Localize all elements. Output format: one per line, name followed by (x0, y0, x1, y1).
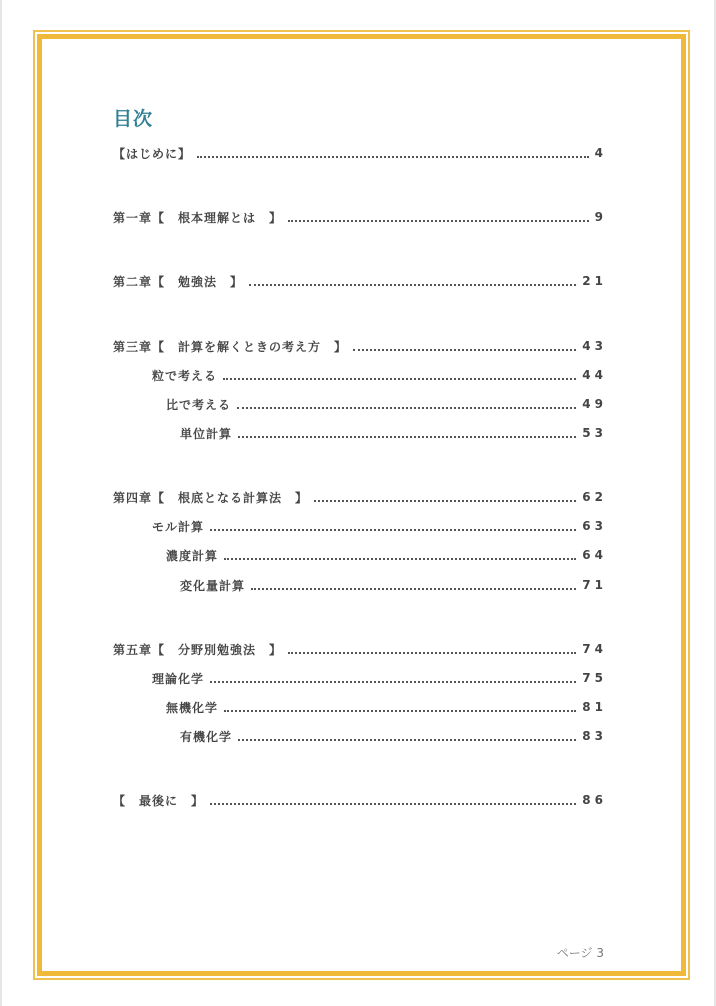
toc-entry-label: 比で考える (166, 397, 232, 412)
toc-dot-leader (314, 497, 576, 502)
toc-entry-page: 53 (582, 426, 607, 440)
toc-entry-page: 64 (582, 548, 607, 562)
toc-entry-label: モル計算 (152, 519, 205, 534)
toc-dot-leader (210, 800, 576, 805)
toc-title: 目次 (113, 108, 154, 130)
toc-entry-page: 49 (582, 397, 607, 411)
toc-entry-page: 74 (582, 642, 607, 656)
toc-entry-label: 第二章【 勉強法 】 (113, 274, 244, 289)
toc-entry-label: 第四章【 根底となる計算法 】 (113, 490, 309, 505)
toc-entry-label: 【はじめに】 (113, 146, 192, 161)
toc-entry-page: 81 (582, 700, 607, 714)
toc-entry-label: 第三章【 計算を解くときの考え方 】 (113, 339, 348, 354)
toc-dot-leader (224, 707, 576, 712)
toc-entry-label: 【 最後に 】 (113, 793, 205, 808)
toc-dot-leader (251, 585, 576, 590)
toc-entry-label: 第一章【 根本理解とは 】 (113, 210, 283, 225)
toc-entry-section[interactable] (180, 726, 607, 746)
toc-entry-label: 有機化学 (180, 729, 233, 744)
toc-dot-leader (238, 433, 576, 438)
toc-entry-page: 62 (582, 490, 607, 504)
toc-entry-label: 粒で考える (152, 368, 218, 383)
toc-entry-section[interactable] (180, 575, 607, 595)
toc-entry-label: 理論化学 (152, 671, 205, 686)
toc-dot-leader (238, 736, 576, 741)
toc-dot-leader (210, 678, 576, 683)
toc-entry-page: 75 (582, 671, 607, 685)
toc-entry-chapter-4[interactable] (113, 487, 607, 507)
toc-dot-leader (210, 526, 576, 531)
toc-dot-leader (249, 281, 576, 286)
toc-entry-chapter-3[interactable] (113, 336, 607, 356)
toc-entry-page: 21 (582, 274, 607, 288)
toc-entry-chapter-5[interactable] (113, 639, 607, 659)
toc-entry-section[interactable] (166, 394, 607, 414)
toc-dot-leader (197, 153, 589, 158)
toc-entry-page: 44 (582, 368, 607, 382)
toc-entry-label: 濃度計算 (166, 548, 219, 563)
toc-entry-page: 43 (582, 339, 607, 353)
toc-entry-section[interactable] (152, 516, 607, 536)
toc-entry-page: 86 (582, 793, 607, 807)
toc-entry-section[interactable] (166, 697, 607, 717)
toc-dot-leader (353, 346, 576, 351)
toc-entry-label: 単位計算 (180, 426, 233, 441)
toc-entry-page: 83 (582, 729, 607, 743)
toc-entry-page: 9 (594, 210, 607, 224)
toc-entry-introduction[interactable] (113, 143, 607, 163)
toc-entry-label: 変化量計算 (180, 578, 246, 593)
toc-dot-leader (237, 404, 576, 409)
toc-entry-section[interactable] (180, 423, 607, 443)
toc-dot-leader (223, 375, 576, 380)
toc-entry-section[interactable] (152, 668, 607, 688)
toc-entry-label: 無機化学 (166, 700, 219, 715)
page-number: ページ 3 (556, 946, 604, 960)
toc-entry-page: 71 (582, 578, 607, 592)
toc-entry-chapter-1[interactable] (113, 207, 607, 227)
toc-dot-leader (288, 649, 576, 654)
toc-dot-leader (224, 555, 576, 560)
toc-dot-leader (288, 217, 589, 222)
toc-entry-chapter-2[interactable] (113, 271, 607, 291)
toc-entry-page: 63 (582, 519, 607, 533)
toc-entry-page: 4 (594, 146, 607, 160)
toc-entry-section[interactable] (166, 545, 607, 565)
toc-entry-conclusion[interactable] (113, 790, 607, 810)
toc-entry-label: 第五章【 分野別勉強法 】 (113, 642, 283, 657)
toc-entry-section[interactable] (152, 365, 607, 385)
